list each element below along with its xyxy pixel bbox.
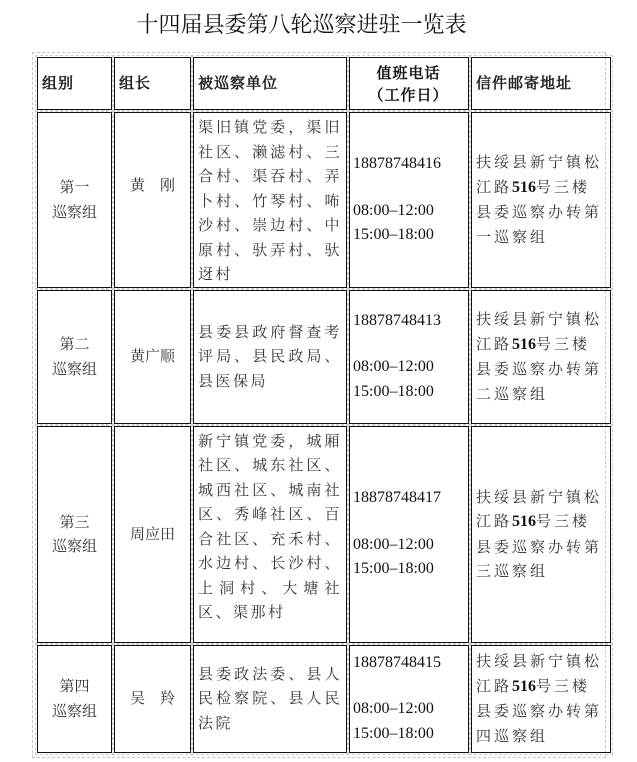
- table-row: [37, 290, 611, 424]
- address-text-2: 号三楼县委巡察办转第一巡察组: [476, 177, 603, 246]
- hours-am: 08:00–12:00: [353, 358, 434, 376]
- group-line2: 巡察组: [51, 701, 97, 720]
- leader-cell: 黄 刚: [114, 112, 191, 288]
- phone-cell: [349, 645, 469, 753]
- hours-am: 08:00–12:00: [353, 700, 434, 718]
- group-line1: 第四: [59, 677, 90, 695]
- header-phone: [349, 57, 469, 110]
- phone-number: 18878748416: [353, 155, 441, 172]
- group-cell: [37, 112, 112, 288]
- header-row: [37, 57, 611, 110]
- address-cell: [471, 112, 611, 288]
- phone-number: 18878748417: [353, 489, 441, 507]
- header-phone-line1: 值班电话: [376, 63, 441, 82]
- group-cell: [37, 426, 112, 643]
- group-line1: 第三: [59, 512, 90, 531]
- group-line2: 巡察组: [51, 359, 97, 378]
- header-phone-line2: （工作日）: [368, 85, 449, 104]
- units-cell: 县委县政府督查考评局、县民政局、县医保局: [193, 290, 347, 424]
- units-cell: 县委政法委、县人民检察院、县人民法院: [193, 645, 347, 753]
- group-line1: 第一: [59, 178, 90, 197]
- address-text: 扶绥县新宁镇松江路: [476, 652, 603, 695]
- units-cell: 渠旧镇党委，渠旧社区、濑滤村、三合村、渠吞村、弄卜村、竹琴村、咘沙村、崇边村、中原村、驮弄村、驮迓村: [193, 112, 347, 288]
- phone-cell: [349, 112, 469, 288]
- address-number: 516: [512, 178, 537, 196]
- page-title: [0, 8, 637, 39]
- group-cell: [37, 645, 112, 753]
- phone-number: 18878748413: [353, 311, 441, 329]
- address-number: 516: [512, 677, 537, 695]
- leader-cell: 黄广顺: [114, 290, 191, 424]
- inspection-table: [35, 55, 613, 755]
- hours-pm: 15:00–18:00: [353, 560, 434, 578]
- hours-am: 08:00–12:00: [353, 201, 434, 219]
- table-row: [37, 426, 611, 643]
- units-cell: 新宁镇党委，城厢社区、城东社区、城西社区、城南社区、秀峰社区、百合社区、充禾村、水边村、长沙村、上洞村、大塘社区、渠那村: [193, 426, 347, 643]
- table-row: [37, 112, 611, 288]
- group-line1: 第二: [59, 335, 90, 353]
- header-address: 信件邮寄地址: [471, 57, 611, 110]
- leader-cell: 周应田: [114, 426, 191, 643]
- header-units: 被巡察单位: [193, 57, 347, 110]
- header-group: 组别: [37, 57, 112, 110]
- hours-am: 08:00–12:00: [353, 535, 434, 553]
- address-cell: [471, 426, 611, 643]
- address-text-2: 号三楼县委巡察办转第四巡察组: [476, 676, 603, 745]
- table-row: [37, 645, 611, 753]
- phone-cell: [349, 426, 469, 643]
- hours-pm: 15:00–18:00: [353, 226, 434, 243]
- address-text: 扶绥县新宁镇松江路: [476, 310, 603, 353]
- address-number: 516: [512, 513, 537, 530]
- address-text: 扶绥县新宁镇松江路: [476, 487, 603, 530]
- phone-number: 18878748415: [353, 653, 441, 671]
- header-leader: 组长: [114, 57, 191, 110]
- phone-cell: [349, 290, 469, 424]
- group-line2: 巡察组: [51, 537, 97, 555]
- address-cell: [471, 645, 611, 753]
- group-line2: 巡察组: [51, 202, 97, 221]
- hours-pm: 15:00–18:00: [353, 724, 434, 742]
- hours-pm: 15:00–18:00: [353, 382, 434, 400]
- page-title-text: 十四届县委第八轮巡察进驻一览表: [136, 13, 467, 38]
- address-text-2: 号三楼县委巡察办转第二巡察组: [476, 334, 603, 403]
- address-text-2: 号三楼县委巡察办转第三巡察组: [476, 512, 603, 580]
- address-text: 扶绥县新宁镇松江路: [476, 153, 603, 196]
- address-number: 516: [512, 335, 537, 353]
- group-cell: [37, 290, 112, 424]
- leader-cell: 吴 羚: [114, 645, 191, 753]
- address-cell: [471, 290, 611, 424]
